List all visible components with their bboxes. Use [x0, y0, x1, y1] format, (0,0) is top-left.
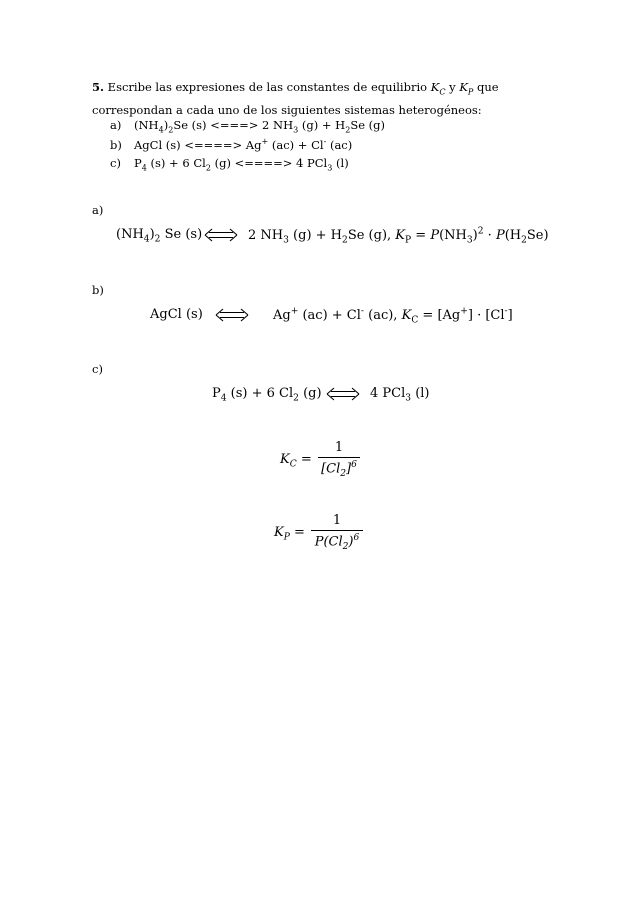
- kp-numerator: 1: [332, 513, 342, 528]
- problem-text-2: que correspondan a cada uno de los siguientes sistemas heterogéneos:: [92, 80, 499, 118]
- option-b: b) AgCl (s) <====> Ag+ (ac) + Cl- (ac): [110, 137, 353, 152]
- option-a-text: $(NH_4)_2Se$ (s) <===> 2 $NH_3$ $(g) + H_2Se$ (g): [134, 118, 386, 135]
- option-a: a) $(NH_4)_2Se$ (s) <===> 2 $NH_3$ $(g) + H_2Se$ (g): [110, 118, 386, 135]
- answer-a-right: 2 $NH_3$ $(g) + H_2Se$ (g), $K_P = P(NH_3)^2 \cdot P(H_2Se)$: [248, 227, 549, 246]
- answer-c-right: 4 PCl$_3$ (l): [370, 386, 430, 404]
- kp-fraction: [311, 513, 363, 552]
- kc-denominator: $[Cl_2]^6$: [321, 460, 357, 479]
- double-arrow-icon: [203, 228, 239, 242]
- problem-statement: [92, 78, 562, 120]
- problem-text-1: Escribe las expresiones de las constantes de equilibrio: [107, 80, 431, 94]
- kc-label: $K_C$ =: [280, 452, 312, 470]
- kp-symbol: $K_P$: [459, 80, 474, 97]
- answer-c-left: $P_4$ (s) + 6 $Cl_2$ (g): [212, 386, 322, 404]
- option-b-text: AgCl (s) <====> Ag+ (ac) + Cl- (ac): [134, 137, 353, 152]
- option-c: c) $P_4$ (s) + 6 $Cl_2$ (g) <====> 4 PCl$_3$ (l): [110, 156, 349, 173]
- problem-joiner: y: [445, 80, 460, 94]
- answer-b-constant: $K_C = [Ag^+] \cdot [Cl^-]$: [401, 307, 513, 326]
- kc-fraction: [318, 440, 360, 479]
- section-a-label: a): [92, 203, 104, 217]
- kc-numerator: 1: [334, 440, 344, 455]
- section-c-label: c): [92, 362, 103, 376]
- double-arrow-icon: [325, 387, 361, 401]
- section-b-label: b): [92, 283, 104, 297]
- option-c-text: $P_4$ (s) + 6 $Cl_2$ (g) <====> 4 PCl$_3$ (l): [134, 156, 349, 173]
- kp-label: $K_P$ =: [274, 525, 305, 543]
- kp-denominator: $P(Cl_2)^6$: [314, 533, 360, 552]
- kc-symbol: $K_C$: [430, 80, 446, 97]
- answer-a-left: $(NH_4)_2$ Se (s): [116, 227, 203, 245]
- answer-b-right: Ag+ (ac) + Cl- (ac), $K_C = [Ag^+] \cdot [Cl^-]$: [273, 307, 513, 326]
- answer-a-constant: $K_P = P(NH_3)^2 \cdot P(H_2Se)$: [395, 227, 549, 246]
- problem-number: 5.: [92, 80, 105, 94]
- answer-b-left: AgCl (s): [150, 307, 203, 322]
- double-arrow-icon: [214, 308, 250, 322]
